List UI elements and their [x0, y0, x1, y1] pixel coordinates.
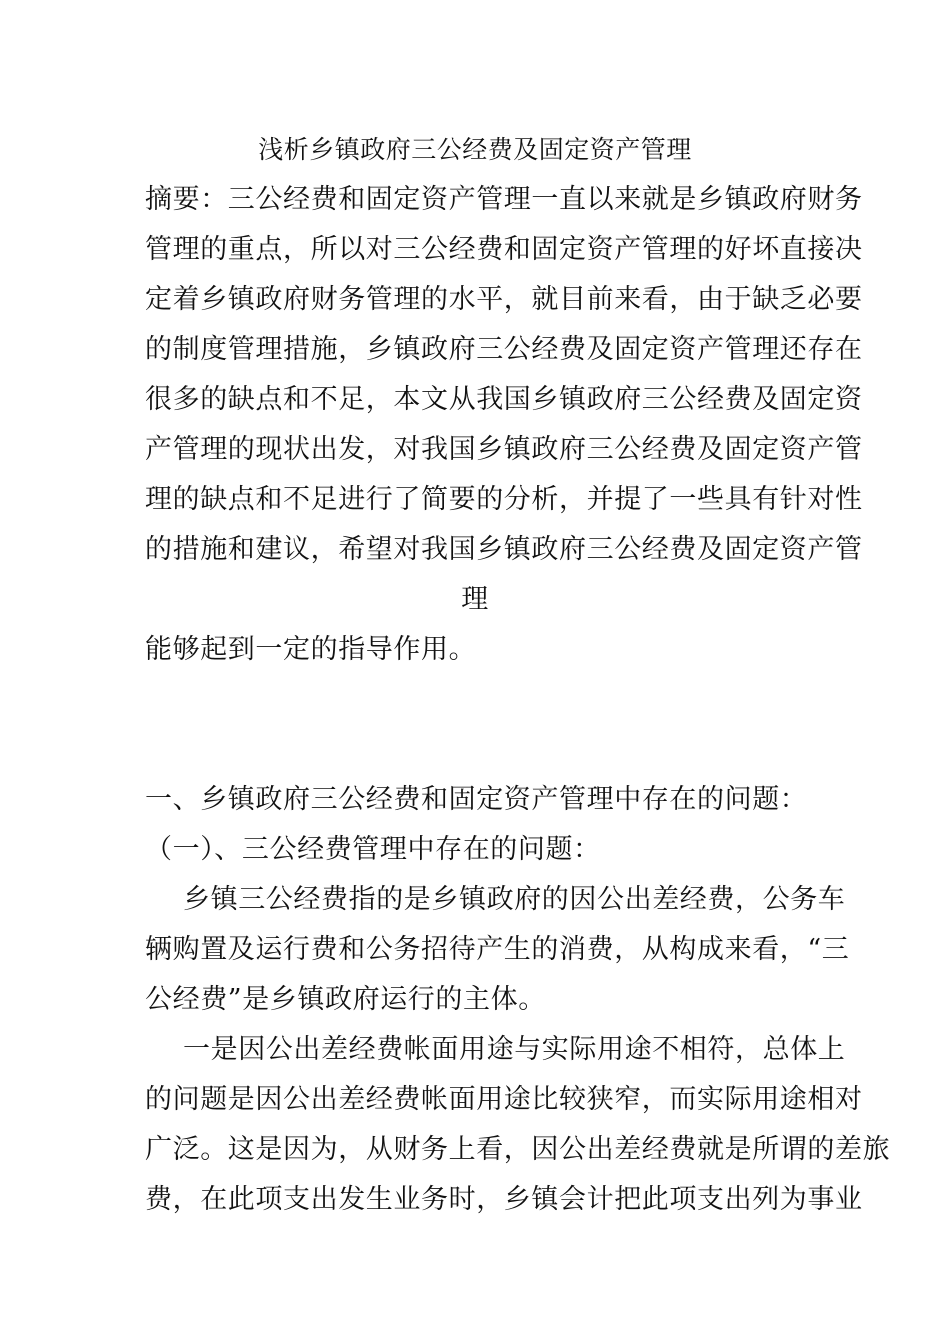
- abstract-line: 管理的重点，所以对三公经费和固定资产管理的好坏直接决: [145, 234, 863, 265]
- section-heading: 一、乡镇政府三公经费和固定资产管理中存在的问题：: [145, 784, 808, 815]
- paragraph-line: 辆购置及运行费和公务招待产生的消费，从构成来看，“三: [145, 934, 850, 965]
- abstract-line: 摘要：三公经费和固定资产管理一直以来就是乡镇政府财务: [145, 184, 863, 215]
- paragraph-line: 乡镇三公经费指的是乡镇政府的因公出差经费，公务车: [183, 884, 846, 915]
- abstract-line: 很多的缺点和不足，本文从我国乡镇政府三公经费及固定资: [145, 384, 863, 415]
- paragraph-line: 公经费”是乡镇政府运行的主体。: [145, 984, 546, 1015]
- abstract-line: 的制度管理措施，乡镇政府三公经费及固定资产管理还存在: [145, 334, 863, 365]
- paragraph-line: 的问题是因公出差经费帐面用途比较狭窄，而实际用途相对: [145, 1084, 863, 1115]
- paragraph-line: 广泛。这是因为，从财务上看，因公出差经费就是所谓的差旅: [145, 1134, 891, 1165]
- document-title: 浅析乡镇政府三公经费及固定资产管理: [258, 135, 692, 164]
- paragraph-line: 费，在此项支出发生业务时，乡镇会计把此项支出列为事业: [145, 1184, 863, 1215]
- abstract-line: 定着乡镇政府财务管理的水平，就目前来看，由于缺乏必要: [145, 284, 863, 315]
- abstract-line: 产管理的现状出发，对我国乡镇政府三公经费及固定资产管: [145, 434, 863, 465]
- abstract-line: 理: [461, 584, 489, 615]
- abstract-line: 理的缺点和不足进行了简要的分析，并提了一些具有针对性: [145, 484, 863, 515]
- subsection-heading: （一）、三公经费管理中存在的问题：: [145, 834, 601, 865]
- paragraph-line: 一是因公出差经费帐面用途与实际用途不相符，总体上: [183, 1034, 846, 1065]
- abstract-line: 能够起到一定的指导作用。: [145, 634, 477, 665]
- abstract-line: 的措施和建议，希望对我国乡镇政府三公经费及固定资产管: [145, 534, 863, 565]
